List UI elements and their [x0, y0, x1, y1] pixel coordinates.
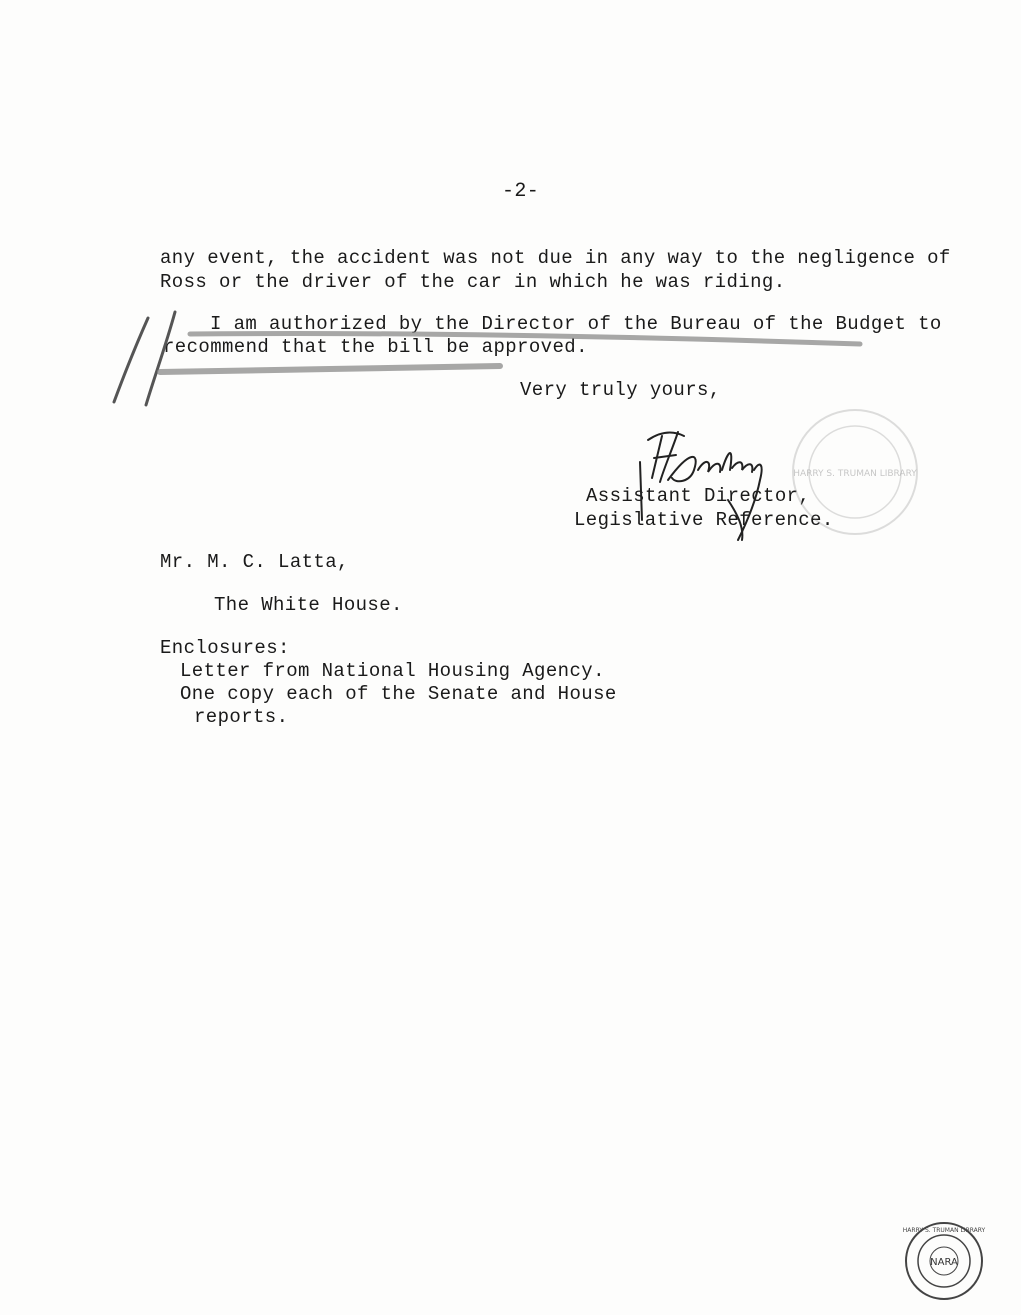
body-line-4: recommend that the bill be approved.: [163, 336, 588, 358]
signature-title-line-1: Assistant Director,: [586, 485, 811, 507]
nara-stamp-text: NARA: [930, 1257, 958, 1268]
enclosure-item-2: One copy each of the Senate and House: [180, 683, 617, 705]
enclosure-item-2-continued: reports.: [194, 706, 289, 728]
addressee-name: Mr. M. C. Latta,: [160, 551, 349, 573]
body-line-1: any event, the accident was not due in any way to the negligence of: [160, 247, 951, 269]
addressee-organization: The White House.: [214, 594, 403, 616]
nara-stamp-ring-text: HARRY S. TRUMAN LIBRARY: [902, 1227, 986, 1234]
enclosure-item-1: Letter from National Housing Agency.: [180, 660, 605, 682]
body-line-3: I am authorized by the Director of the Bureau of the Budget to: [210, 313, 942, 335]
closing: Very truly yours,: [520, 379, 721, 401]
enclosures-label: Enclosures:: [160, 637, 290, 659]
body-line-2: Ross or the driver of the car in which he was riding.: [160, 271, 786, 293]
signature-title-line-2: Legislative Reference.: [574, 509, 834, 531]
library-stamp-text: HARRY S. TRUMAN LIBRARY: [793, 469, 917, 479]
page-number: -2-: [502, 180, 540, 203]
